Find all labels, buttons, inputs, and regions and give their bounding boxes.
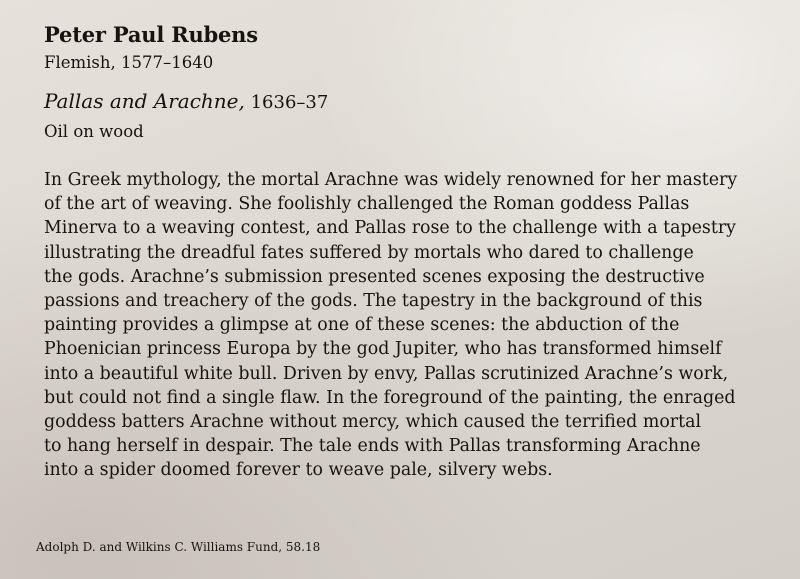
- artist-nationality-dates: Flemish, 1577–1640: [44, 53, 214, 72]
- description-line: to hang herself in despair. The tale ends with Pallas transforming Arachne: [44, 436, 701, 457]
- artwork-description: [44, 168, 774, 483]
- artwork-title: Pallas and Arachne,: [44, 89, 245, 113]
- description-line: of the art of weaving. She foolishly challenged the Roman goddess Pallas: [44, 194, 690, 215]
- description-line: illustrating the dreadful fates suffered by mortals who dared to challenge: [44, 242, 694, 263]
- credit-line: Adolph D. and Wilkins C. Williams Fund, 58.18: [36, 540, 321, 554]
- description-line: In Greek mythology, the mortal Arachne was widely renowned for her mastery: [44, 170, 738, 190]
- description-line: Minerva to a weaving contest, and Pallas rose to the challenge with a tapestry: [44, 218, 736, 239]
- artwork-title-line: [44, 89, 328, 113]
- description-line: into a beautiful white bull. Driven by envy, Pallas scrutinized Arachne’s work,: [44, 363, 729, 384]
- artwork-date: 1636–37: [244, 92, 329, 113]
- description-line: painting provides a glimpse at one of these scenes: the abduction of the: [44, 315, 680, 336]
- description-line: into a spider doomed forever to weave pale, silvery webs.: [44, 460, 553, 481]
- description-line: Phoenician princess Europa by the god Jupiter, who has transformed himself: [44, 339, 722, 360]
- description-line: the gods. Arachne’s submission presented scenes exposing the destructive: [44, 266, 705, 287]
- description-line: but could not find a single flaw. In the foreground of the painting, the enraged: [44, 387, 736, 408]
- artwork-medium: Oil on wood: [44, 122, 144, 141]
- description-line: goddess batters Arachne without mercy, which caused the terrified mortal: [44, 412, 702, 433]
- artist-name: Peter Paul Rubens: [44, 22, 258, 47]
- description-line: passions and treachery of the gods. The tapestry in the background of this: [44, 291, 703, 312]
